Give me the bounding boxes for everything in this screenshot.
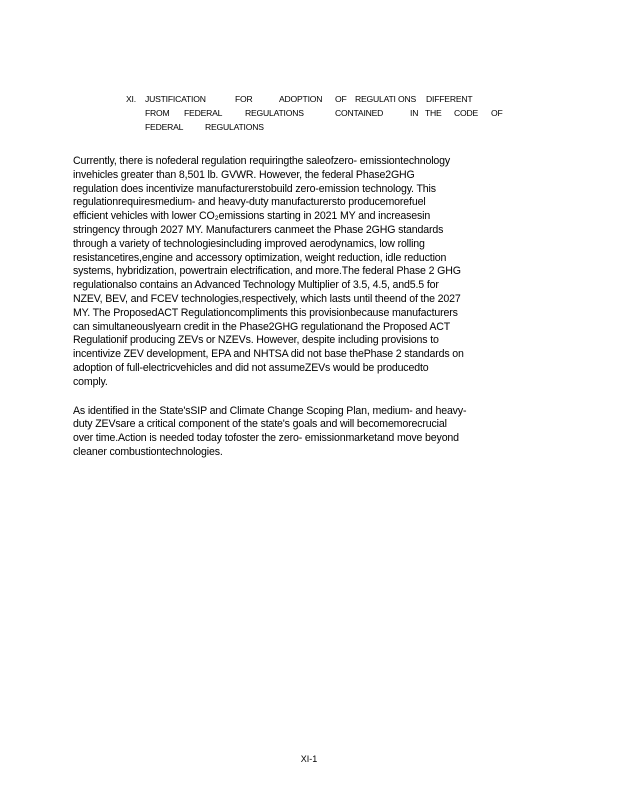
- text-line: regulationalso contains an Advanced Technology Multiplier of 3.5, 4.5, and5.5 for: [73, 279, 439, 292]
- text-line: Regulationif producing ZEVs or NZEVs. However, despite including provisions to: [73, 334, 439, 347]
- text-line: invehicles greater than 8,501 lb. GVWR. However, the federal Phase2GHG: [73, 168, 415, 181]
- heading-word: FOR: [235, 94, 253, 104]
- text-line: regulationrequiresmedium- and heavy-duty manufacturersto producemorefuel: [73, 196, 426, 209]
- page-number: XI-1: [300, 754, 318, 764]
- text-line: comply.: [73, 375, 108, 388]
- text-line: regulation does incentivize manufacturerstobuild zero-emission technology. This: [73, 182, 436, 195]
- heading-word: FROM: [145, 108, 170, 118]
- heading-word: ADOPTION: [279, 94, 323, 104]
- text-line: NZEV, BEV, and FCEV technologies,respectively, which lasts until theend of the 2027: [73, 292, 461, 305]
- heading-word: IN: [410, 108, 419, 118]
- text-line: through a variety of technologiesincluding improved aerodynamics, low rolling: [73, 237, 425, 250]
- heading-word: CONTAINED: [335, 108, 384, 118]
- body-text: [73, 155, 543, 475]
- heading-word: OF: [491, 108, 503, 118]
- heading-word: REGULATI: [355, 94, 396, 104]
- text-line: As identified in the State'sSIP and Climate Change Scoping Plan, medium- and heavy-: [73, 404, 467, 417]
- text-line: resistancetires,engine and accessory optimization, weight reduction, idle reduction: [73, 251, 447, 264]
- heading-word: FEDERAL: [145, 122, 184, 132]
- section-number: XI.: [126, 94, 136, 104]
- heading-word: REGULATIONS: [245, 108, 304, 118]
- text-line: can simultaneouslyearn credit in the Phase2GHG regulationand the Proposed ACT: [73, 320, 451, 333]
- paragraph-1: [73, 155, 543, 390]
- text-line: cleaner combustiontechnologies.: [73, 445, 223, 458]
- page-footer: [0, 754, 618, 764]
- heading-word: THE: [425, 108, 442, 118]
- heading-word: FEDERAL: [184, 108, 223, 118]
- text-line: efficient vehicles with lower CO₂emissions starting in 2021 MY and increasesin: [73, 210, 431, 223]
- text-line: adoption of full-electricvehicles and did not assumeZEVs would be producedto: [73, 361, 429, 374]
- heading-word: OF: [335, 94, 347, 104]
- text-line: duty ZEVsare a critical component of the state's goals and will becomemorecrucial: [73, 418, 447, 431]
- text-line: over time.Action is needed today tofoster the zero- emissionmarketand move beyond: [73, 432, 459, 445]
- text-line: incentivize ZEV development, EPA and NHTSA did not base thePhase 2 standards on: [73, 348, 464, 361]
- heading-word: DIFFERENT: [426, 94, 473, 104]
- heading-word: JUSTIFICATION: [145, 94, 206, 104]
- paragraph-2: [73, 405, 543, 460]
- text-line: MY. The ProposedACT Regulationcompliments this provisionbecause manufacturers: [73, 306, 458, 319]
- text-line: Currently, there is nofederal regulation requiringthe saleofzero- emissiontechnology: [73, 155, 451, 167]
- text-line: systems, hybridization, powertrain electrification, and more.The federal Phase 2 GHG: [73, 265, 461, 278]
- heading-word: CODE: [454, 108, 479, 118]
- heading-word: ONS: [398, 94, 417, 104]
- text-line: stringency through 2027 MY. Manufacturers canmeet the Phase 2GHG standards: [73, 223, 444, 236]
- heading-word: REGULATIONS: [205, 122, 264, 132]
